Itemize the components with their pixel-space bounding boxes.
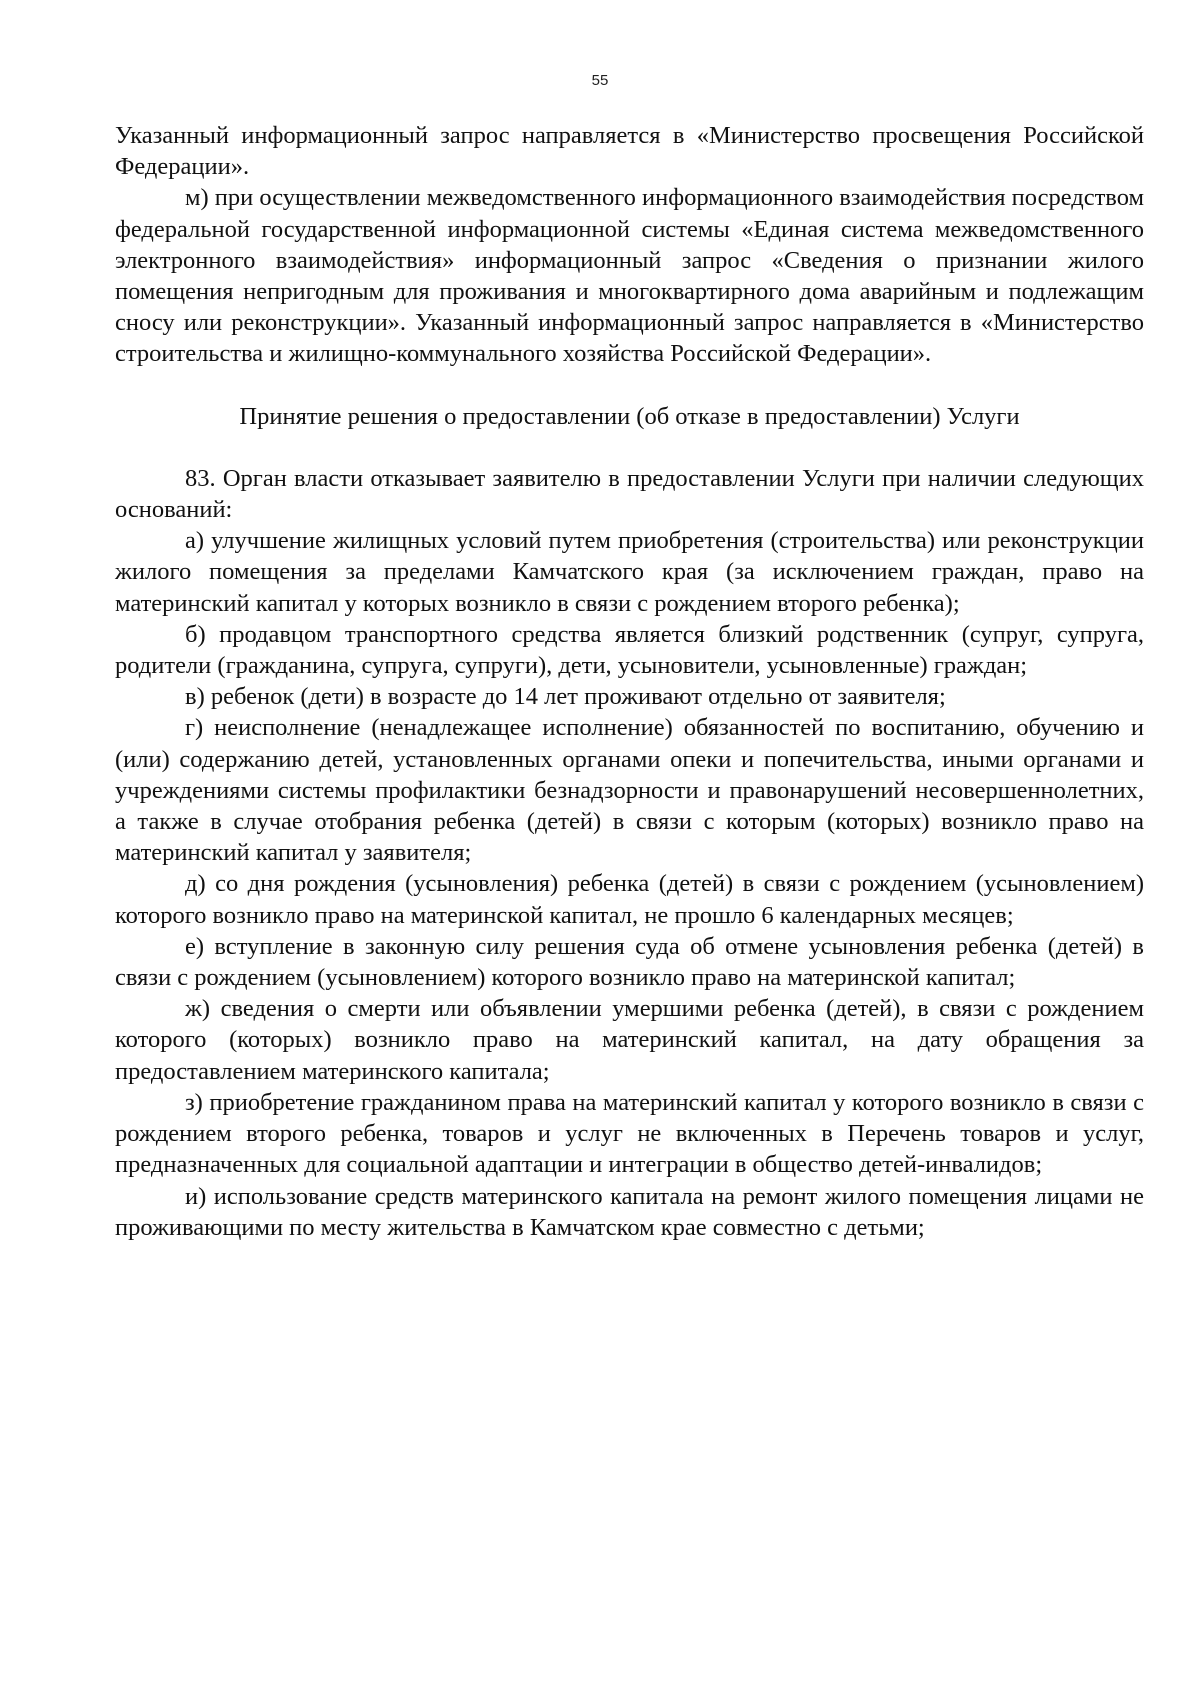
document-body bbox=[115, 120, 1144, 1243]
paragraph-item-m: м) при осуществлении межведомственного информационного взаимодействия посредством федеральной государственной информационной системы «Единая система межведомственного электронного взаимодействия» информационный запрос «Сведения о признании жилого помещения непригодным для проживания и многоквартирного дома аварийным и подлежащим сносу или реконструкции». Указанный информационный запрос направляется в «Министерство строительства и жилищно-коммунального хозяйства Российской Федерации». bbox=[115, 184, 1144, 368]
section-heading: Принятие решения о предоставлении (об отказе в предоставлении) Услуги bbox=[239, 402, 1020, 430]
list-item-a: а) улучшение жилищных условий путем приобретения (строительства) или реконструкции жилого помещения за пределами Камчатского края (за исключением граждан, право на материнский капитал у которых возникло в связи с рождением второго ребенка); bbox=[115, 527, 1144, 617]
paragraph-request-ministry-education: Указанный информационный запрос направляется в «Министерство просвещения Российской Федерации». bbox=[115, 122, 1144, 181]
list-item-v: в) ребенок (дети) в возрасте до 14 лет проживают отдельно от заявителя; bbox=[185, 683, 946, 711]
list-item-z: з) приобретение гражданином права на материнский капитал у которого возникло в связи с рождением второго ребенка, товаров и услуг не включенных в Перечень товаров и услуг, предназначенных для социальной адаптации и интеграции в общество детей-инвалидов; bbox=[115, 1088, 1144, 1179]
list-item-d: д) со дня рождения (усыновления) ребенка (детей) в связи с рождением (усыновлением) которого возникло право на материнской капитал, не прошло 6 календарных месяцев; bbox=[115, 870, 1144, 929]
list-item-i: и) использование средств материнского капитала на ремонт жилого помещения лицами не проживающими по месту жительства в Камчатском крае совместно с детьми; bbox=[115, 1182, 1144, 1241]
list-item-g: г) неисполнение (ненадлежащее исполнение) обязанностей по воспитанию, обучению и (или) содержанию детей, установленных органами опеки и попечительства, иными органами и учреждениями системы профилактики безнадзорности и правонарушений несовершеннолетних, а также в случае отобрания ребенка (детей) в связи с которым (которых) возникло право на материнский капитал у заявителя; bbox=[115, 714, 1144, 867]
list-item-b: б) продавцом транспортного средства является близкий родственник (супруг, супруга, родители (гражданина, супруга, супруги), дети, усыновители, усыновленные) граждан; bbox=[115, 620, 1144, 680]
list-item-zh: ж) сведения о смерти или объявлении умершими ребенка (детей), в связи с рождением которого (которых) возникло право на материнский капитал, на дату обращения за предоставлением материнского капитала; bbox=[115, 995, 1144, 1085]
page-number: 55 bbox=[591, 72, 609, 89]
list-item-e: е) вступление в законную силу решения суда об отмене усыновления ребенка (детей) в связи с рождением (усыновлением) которого возникло право на материнской капитал; bbox=[115, 932, 1144, 992]
paragraph-83: 83. Орган власти отказывает заявителю в предоставлении Услуги при наличии следующих оснований: bbox=[115, 464, 1144, 524]
